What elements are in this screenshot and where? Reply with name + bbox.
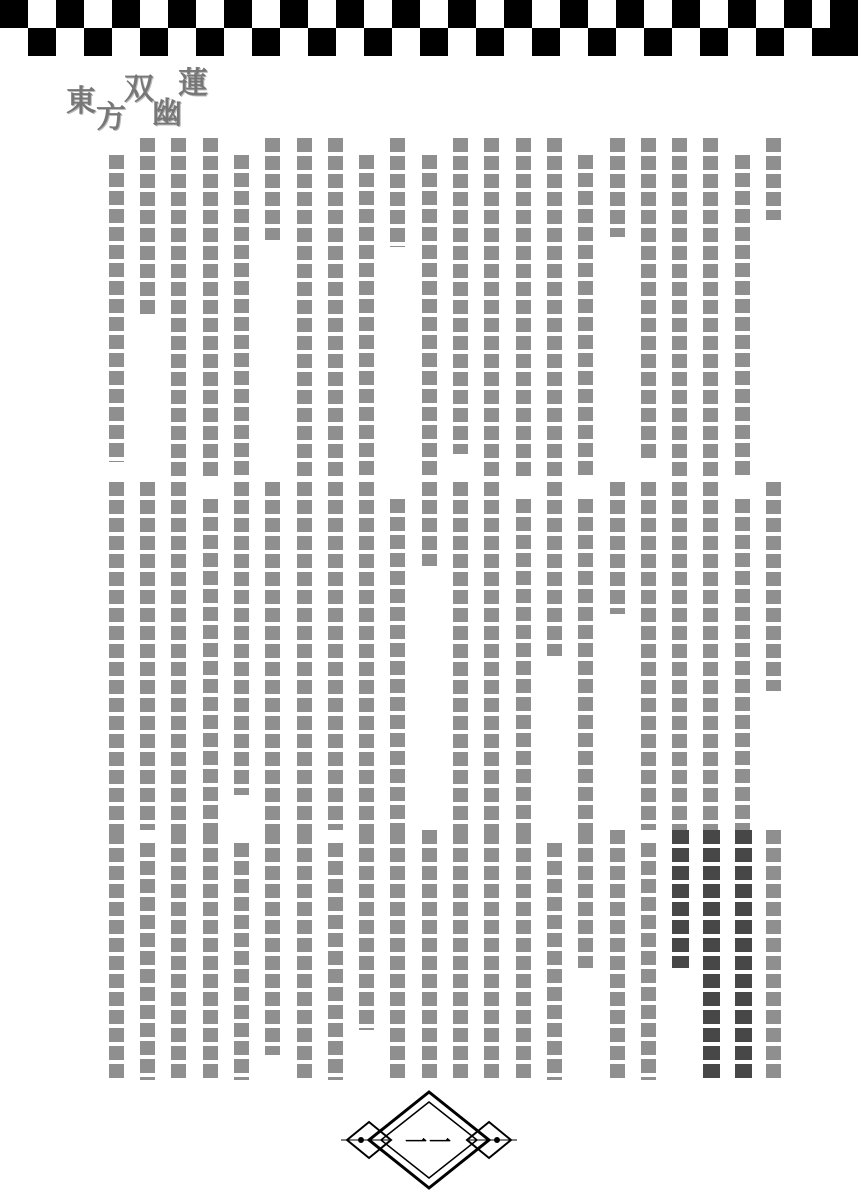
text-column	[234, 482, 249, 795]
text-column	[359, 482, 374, 830]
text-column	[516, 499, 531, 830]
text-column	[484, 482, 499, 830]
text-column	[641, 138, 656, 461]
text-column	[109, 830, 124, 1080]
text-column	[265, 138, 280, 240]
checkered-border-top	[0, 0, 858, 56]
text-column	[328, 482, 343, 830]
text-column	[109, 482, 124, 830]
checkered-border-corner	[830, 0, 858, 56]
text-column	[578, 155, 593, 478]
text-column	[297, 482, 312, 830]
text-column	[703, 482, 718, 830]
text-column	[390, 499, 405, 830]
text-column	[453, 138, 468, 454]
text-column	[422, 155, 437, 478]
text-column	[171, 830, 186, 1080]
text-block-middle	[80, 482, 780, 830]
text-column	[672, 830, 689, 968]
text-column	[641, 482, 656, 830]
text-column	[516, 138, 531, 478]
text-column	[390, 138, 405, 247]
text-column	[297, 830, 312, 1080]
text-column	[672, 482, 687, 830]
text-column	[516, 830, 531, 1080]
text-column	[109, 155, 124, 462]
text-column	[359, 830, 374, 1030]
text-column	[422, 830, 437, 1080]
text-column	[203, 138, 218, 478]
title-logo: 東 方 双 幽 蓮	[66, 66, 208, 135]
text-column	[203, 499, 218, 830]
text-column	[328, 138, 343, 478]
text-column	[422, 482, 437, 566]
text-column	[359, 155, 374, 478]
text-column	[140, 482, 155, 830]
text-column	[735, 830, 752, 1080]
text-column	[547, 138, 562, 478]
text-block-upper	[80, 138, 780, 478]
text-column	[578, 830, 593, 968]
text-column	[140, 138, 155, 315]
page-number: 一一	[404, 1130, 453, 1156]
text-column	[453, 482, 468, 830]
text-column	[484, 830, 499, 1080]
text-column	[610, 830, 625, 1080]
text-column	[234, 843, 249, 1081]
text-block-lower	[80, 830, 780, 1080]
text-column	[641, 843, 656, 1081]
text-column	[203, 830, 218, 1080]
text-column	[453, 830, 468, 1080]
text-column	[484, 138, 499, 478]
text-column	[672, 138, 687, 478]
text-column	[766, 830, 781, 1080]
text-column	[171, 138, 186, 478]
text-column	[171, 482, 186, 830]
text-column	[766, 482, 781, 691]
text-column	[610, 482, 625, 614]
text-column	[140, 843, 155, 1081]
text-column	[265, 482, 280, 830]
text-column	[703, 830, 720, 1080]
text-column	[547, 482, 562, 656]
text-column	[547, 843, 562, 1081]
text-column	[766, 138, 781, 220]
text-column	[390, 830, 405, 1080]
text-column	[328, 843, 343, 1081]
text-column	[234, 155, 249, 478]
text-column	[703, 138, 718, 478]
page-number-ornament	[339, 1088, 519, 1192]
text-column	[735, 499, 750, 830]
text-column	[610, 138, 625, 237]
text-column	[297, 138, 312, 478]
text-column	[578, 499, 593, 830]
text-column	[265, 830, 280, 1055]
text-column	[735, 155, 750, 478]
